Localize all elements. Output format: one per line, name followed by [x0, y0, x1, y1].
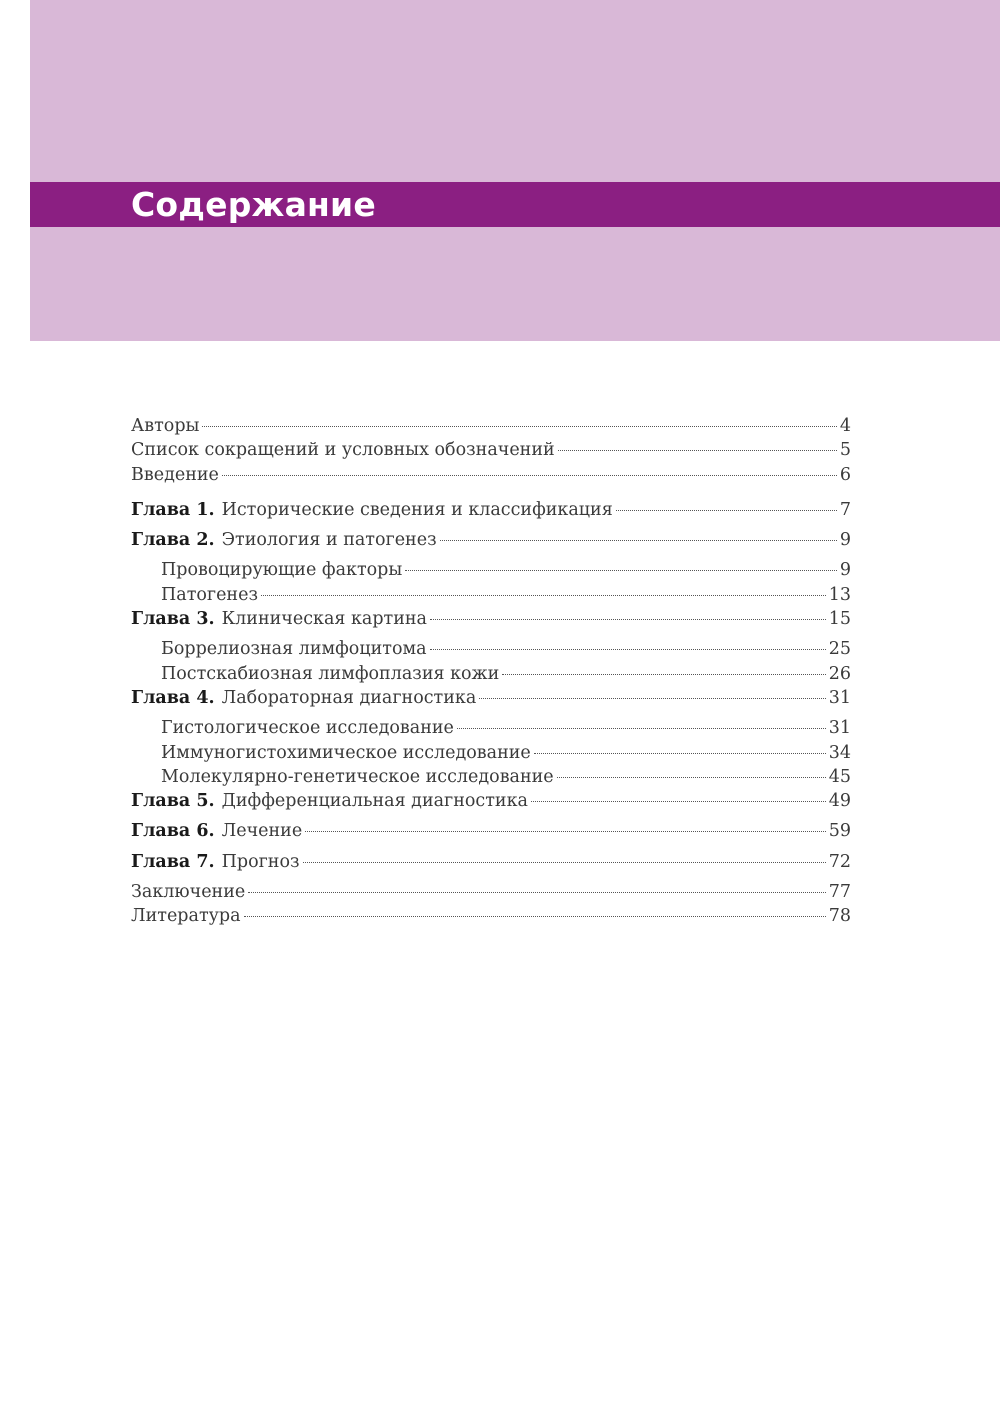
toc-entry-page: 45 [828, 766, 851, 787]
toc-entry-text: Литература [131, 906, 241, 927]
toc-entry-chapter-7[interactable] [131, 852, 851, 876]
toc-entry-page: 9 [839, 530, 851, 551]
chapter-label: Глава 1. [131, 499, 215, 520]
toc-entry-text: Провоцирующие факторы [161, 560, 403, 581]
dot-leader [261, 595, 826, 596]
dot-leader [457, 728, 826, 729]
chapter-label: Глава 7. [131, 851, 215, 872]
chapter-label: Глава 6. [131, 821, 215, 842]
dot-leader [440, 540, 837, 541]
dot-leader [479, 698, 825, 699]
dot-leader [430, 649, 826, 650]
toc-entry-page: 77 [828, 882, 851, 903]
toc-entry-page: 78 [828, 906, 851, 927]
chapter-label: Глава 4. [131, 687, 215, 708]
toc-entry-conclusion[interactable] [131, 882, 851, 906]
toc-entry-molecular-genetics[interactable] [131, 767, 851, 791]
toc-entry-page: 15 [828, 609, 851, 630]
toc-entry-abbreviations[interactable] [131, 440, 851, 464]
toc-entry-page: 31 [828, 718, 851, 739]
toc-entry-chapter-3[interactable] [131, 609, 851, 633]
chapter-label: Глава 2. [131, 530, 215, 551]
toc-entry-pathogenesis[interactable] [131, 585, 851, 609]
toc-entry-text: Боррелиозная лимфоцитома [161, 639, 427, 660]
toc-entry-text: Список сокращений и условных обозначений [131, 440, 555, 461]
chapter-label: Глава 5. [131, 791, 215, 812]
toc-entry-text: Гистологическое исследование [161, 718, 454, 739]
toc-entry-chapter-5[interactable] [131, 791, 851, 815]
toc-entry-references[interactable] [131, 906, 851, 930]
toc-entry-chapter-6[interactable] [131, 821, 851, 845]
dot-leader [430, 619, 826, 620]
toc-entry-page: 59 [828, 821, 851, 842]
dot-leader [616, 510, 837, 511]
toc-entry-chapter-1[interactable] [131, 500, 851, 524]
dot-leader [405, 570, 837, 571]
dot-leader [244, 916, 826, 917]
toc-entry-chapter-2[interactable] [131, 530, 851, 554]
toc-entry-page: 5 [839, 440, 851, 461]
toc-entry-borrelial-lymphocytoma[interactable] [131, 639, 851, 663]
dot-leader [222, 475, 837, 476]
toc-entry-page: 9 [839, 560, 851, 581]
toc-entry-page: 26 [828, 663, 851, 684]
toc-entry-provoking-factors[interactable] [131, 560, 851, 584]
chapter-label: Глава 3. [131, 609, 215, 630]
toc-entry-text: Патогенез [161, 584, 259, 605]
toc-entry-text: Дифференциальная диагностика [221, 791, 528, 812]
toc-entry-histology[interactable] [131, 718, 851, 742]
toc-entry-page: 72 [828, 851, 851, 872]
header-block [30, 0, 1000, 341]
toc-entry-page: 25 [828, 639, 851, 660]
dot-leader [531, 801, 826, 802]
toc-entry-text: Лечение [221, 821, 303, 842]
toc-entry-postscabies-lymphoplasia[interactable] [131, 664, 851, 688]
toc-entry-page: 49 [828, 791, 851, 812]
table-of-contents [131, 416, 851, 931]
toc-entry-chapter-4[interactable] [131, 688, 851, 712]
toc-entry-text: Авторы [131, 416, 200, 436]
toc-entry-text: Заключение [131, 882, 246, 903]
toc-entry-page: 7 [839, 499, 851, 520]
toc-entry-page: 34 [828, 742, 851, 763]
toc-entry-page: 13 [828, 584, 851, 605]
toc-entry-introduction[interactable] [131, 465, 851, 489]
dot-leader [534, 753, 826, 754]
dot-leader [248, 892, 825, 893]
toc-entry-text: Исторические сведения и классификация [221, 499, 613, 520]
dot-leader [557, 777, 826, 778]
toc-entry-text: Лабораторная диагностика [221, 687, 477, 708]
dot-leader [303, 862, 826, 863]
toc-entry-page: 6 [839, 464, 851, 485]
toc-entry-text: Постскабиозная лимфоплазия кожи [161, 663, 500, 684]
toc-entry-page: 4 [839, 416, 851, 436]
toc-entry-text: Клиническая картина [221, 609, 427, 630]
dot-leader [558, 450, 837, 451]
toc-entry-text: Молекулярно-генетическое исследование [161, 766, 554, 787]
page-title: Содержание [131, 185, 376, 224]
dot-leader [502, 674, 825, 675]
dot-leader [202, 426, 836, 427]
toc-entry-text: Этиология и патогенез [221, 530, 437, 551]
toc-entry-text: Иммуногистохимическое исследование [161, 742, 531, 763]
toc-entry-page: 31 [828, 687, 851, 708]
toc-entry-text: Прогноз [221, 851, 300, 872]
toc-entry-text: Введение [131, 464, 219, 485]
toc-entry-immunohistochemistry[interactable] [131, 743, 851, 767]
dot-leader [305, 831, 826, 832]
toc-entry-authors[interactable] [131, 416, 851, 440]
